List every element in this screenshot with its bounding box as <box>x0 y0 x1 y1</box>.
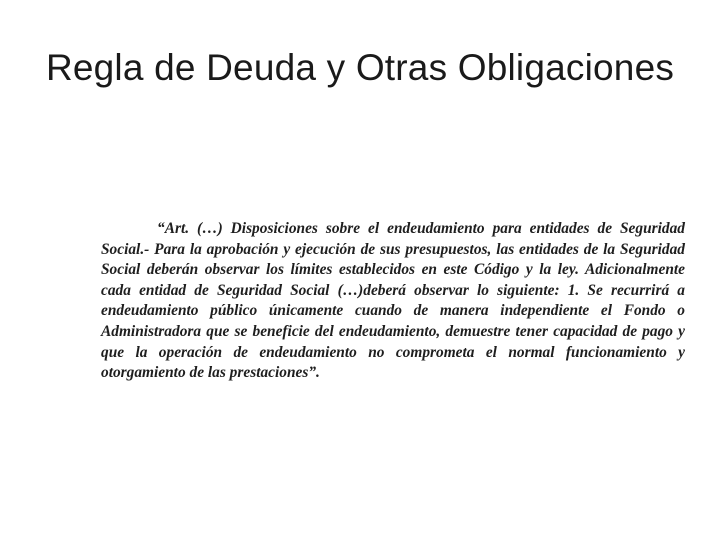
legal-quote: “Art. (…) Disposiciones sobre el endeudamiento para entidades de Seguridad Social.- Para la aprobación y ejecución de sus presupuestos, las entidades de la Seguridad Social deberán observar los límites establecidos en este Código y la ley. Adicionalmente cada entidad de Seguridad Social (…)deberá observar lo siguiente: 1. Se recurrirá a endeudamiento público únicamente cuando de manera independiente el Fondo o Administradora que se beneficie del endeudamiento, demuestre tener capacidad de pago y que la operación de endeudamiento no comprometa el normal funcionamiento y otorgamiento de las prestaciones”. <box>101 220 685 382</box>
slide-title: Regla de Deuda y Otras Obligaciones <box>45 47 675 88</box>
